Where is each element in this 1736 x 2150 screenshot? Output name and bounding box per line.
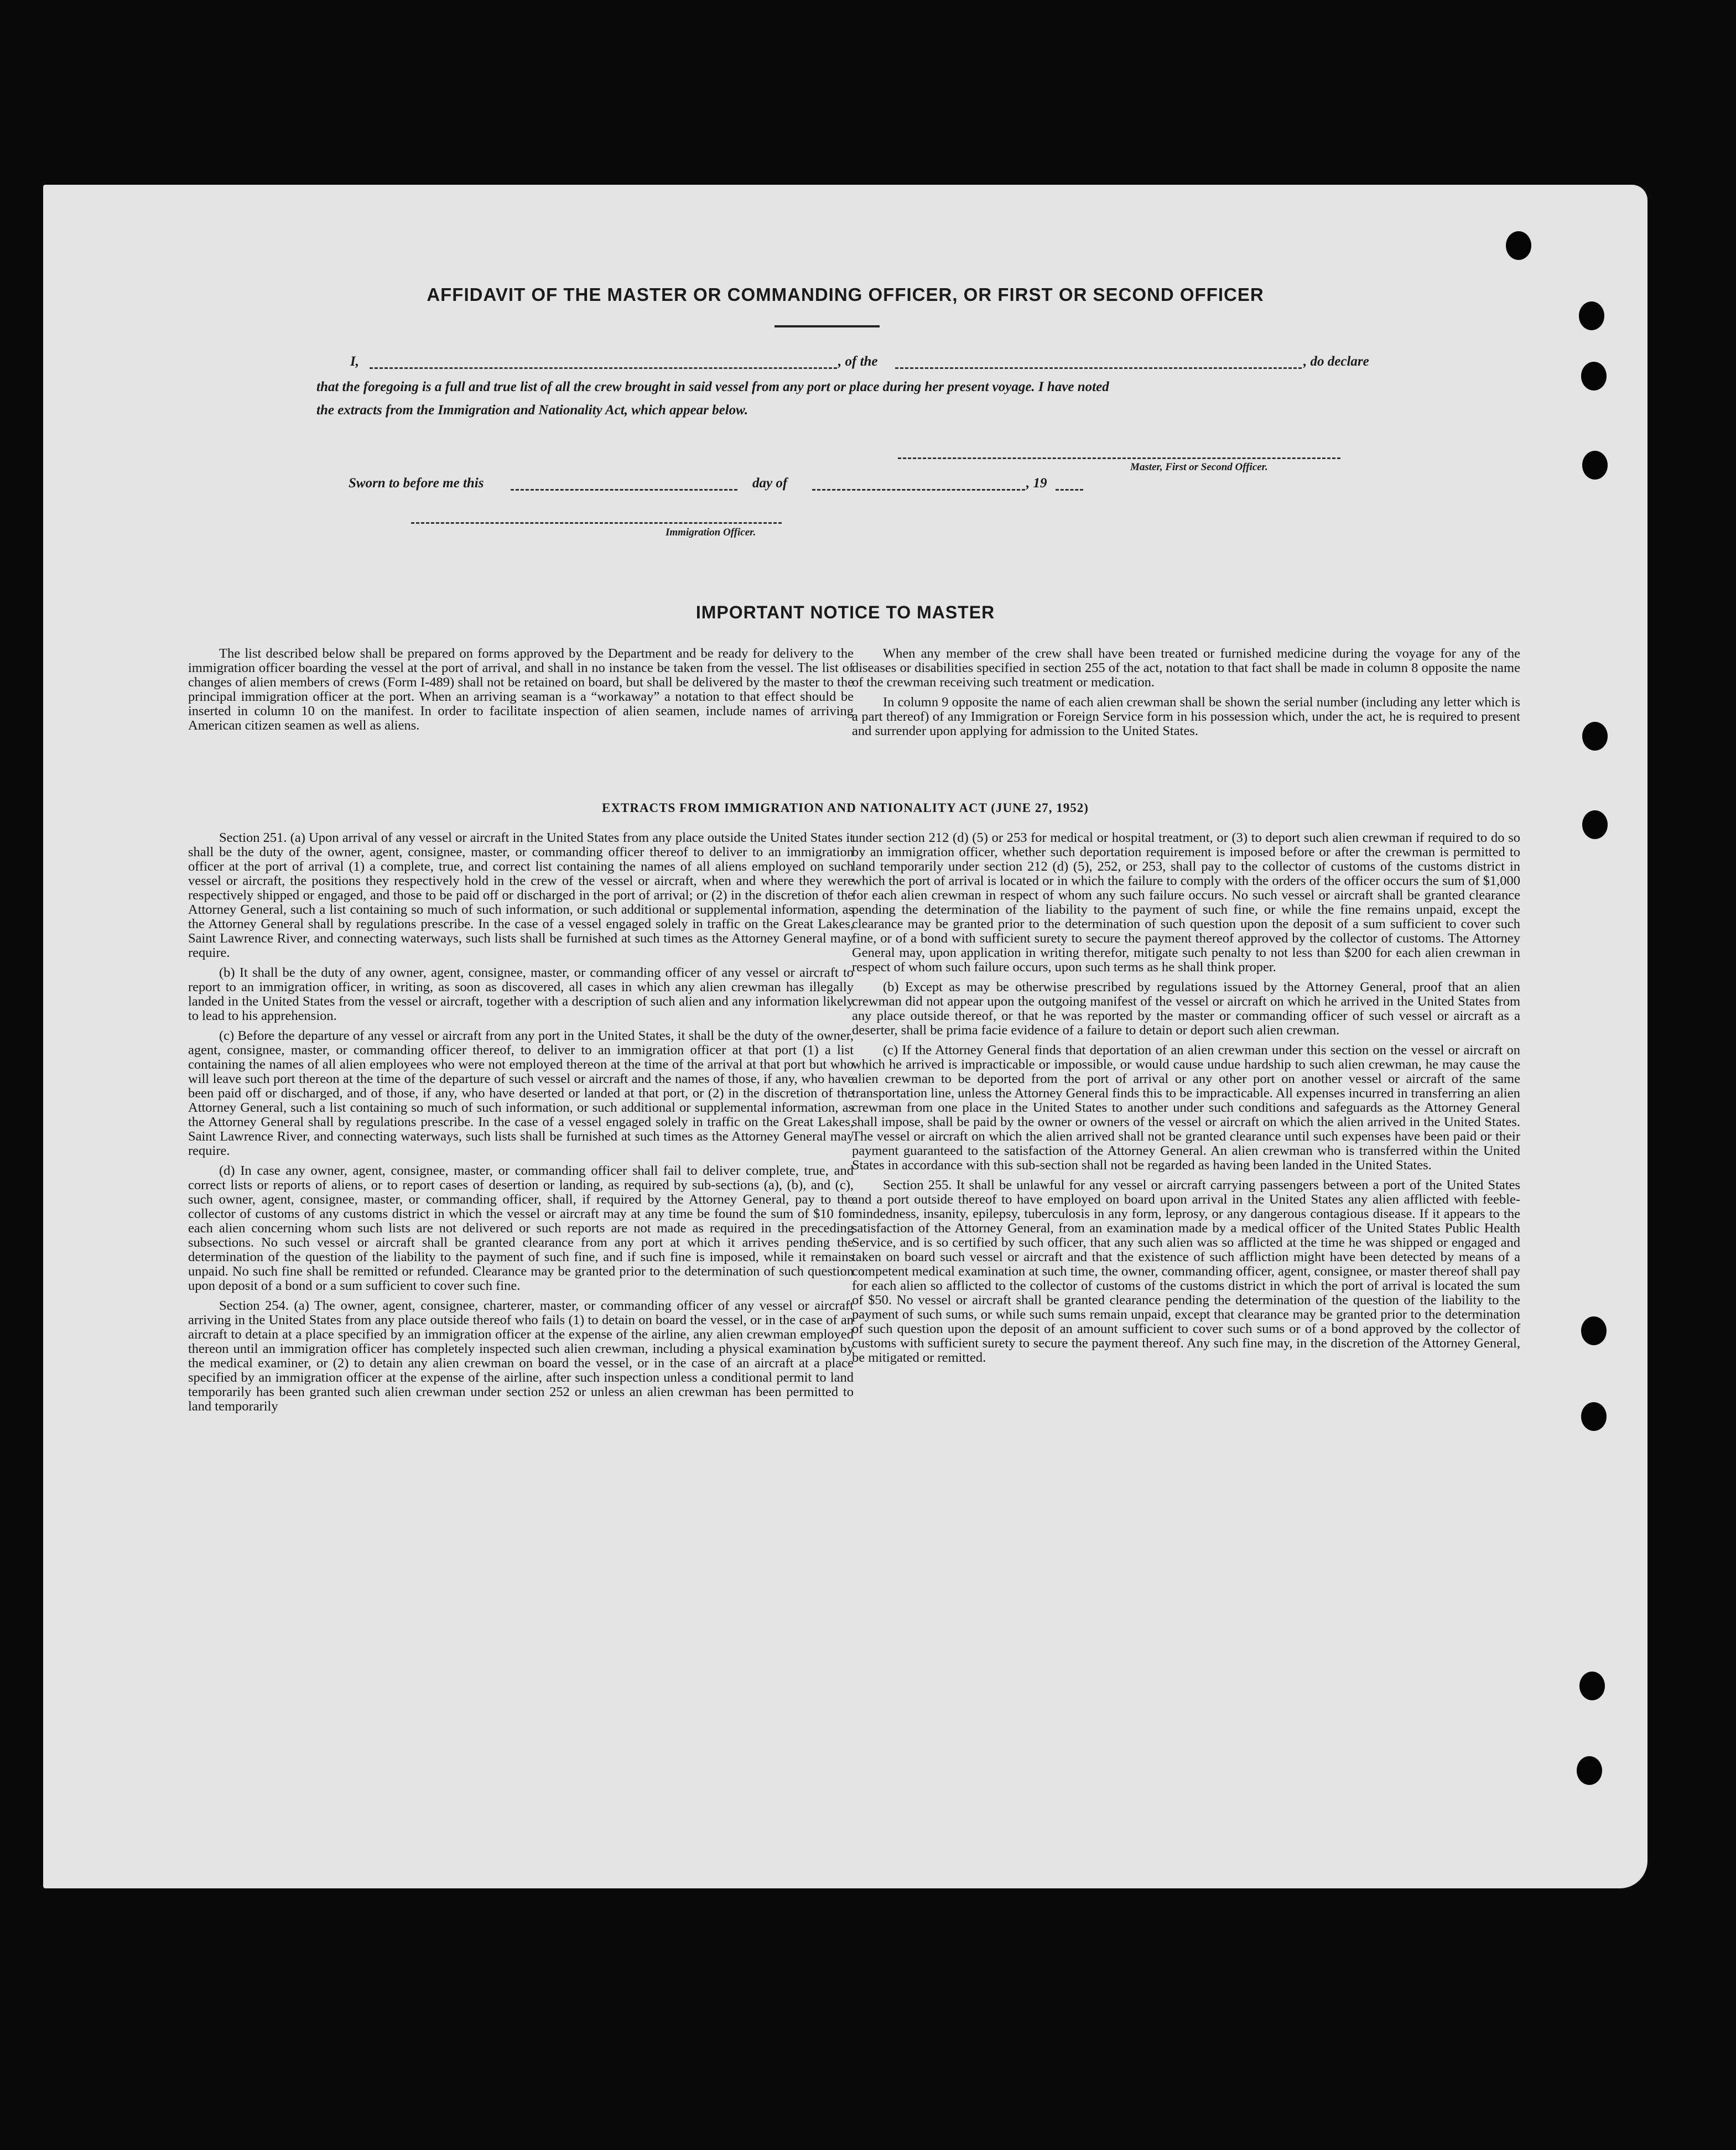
punch-hole — [1506, 231, 1531, 260]
section-254-a-continued: under section 212 (d) (5) or 253 for medical or hospital treatment, or (3) to deport such alien crewman if required to do so by an immigration officer, whether such deportation requirement is imposed before or after the crewman is permitted to land temporarily under section 212 (d) (5), 252, or 253, shall pay to the collector of customs of the customs district in which the port of arrival is located or in which the failure to comply with the orders of the officer occurs the sum of $1,000 for each alien crewman in respect of whom any such failure occurs. No such vessel or aircraft shall be granted clearance pending the determination of the liability to the payment of such fine, or while the fine remains unpaid, except the clearance may be granted prior to the determination of such question upon the deposit of a sum sufficient to cover such fine, or of a bond with sufficient surety to secure the payment thereof approved by the collector of customs. The Attorney General may, upon application in writing therefor, mitigate such penalty to not less than $200 for each alien crewman in respect of whom such failure occurs, upon such terms as he shall think proper. — [852, 830, 1520, 975]
extracts-right-column — [852, 831, 1520, 1371]
section-254-a: Section 254. (a) The owner, agent, consignee, charterer, master, or commanding officer of any vessel or aircraft arriving in the United States from any place outside thereof who fails (1) to detain on board the vessel, or in the case of an aircraft to detain at a place specified by an immigration officer at the expense of the airline, any alien crewman employed thereon until an immigration officer has completely inspected such alien crewman, including a physical examination by the medical examiner, or (2) to detain any alien crewman on board the vessel, or in the case of an aircraft at a place specified by an immigration officer at the expense of the airline, after such inspection unless a conditional permit to land temporarily has been granted such alien crewman under section 252 or unless an alien crewman has been permitted to land temporarily — [188, 1298, 854, 1414]
month-blank-line — [812, 489, 1025, 491]
master-signature-line — [898, 457, 1340, 459]
extracts-title: EXTRACTS FROM IMMIGRATION AND NATIONALITY ACT (JUNE 27, 1952) — [602, 801, 1089, 815]
notice-right-paragraph-2: In column 9 opposite the name of each alien crewman shall be shown the serial number (including any letter which is a part thereof) of any Immigration or Foreign Service form in his possession which, under the act, he is required to present and surrender upon applying for admission to the United States. — [852, 695, 1520, 738]
section-254-b: (b) Except as may be otherwise prescribed by regulations issued by the Attorney General, proof that an alien crewman did not appear upon the outgoing manifest of the vessel or aircraft on which he arrived in the United States from any place outside thereof, or that he was reported by the master or commanding officer of such vessel or aircraft as a deserter, shall be prima facie evidence of a failure to detain or deport such alien crewman. — [852, 980, 1520, 1038]
vessel-blank-line — [895, 367, 1302, 369]
section-251-d: (d) In case any owner, agent, consignee, master, or commanding officer shall fail to deliver complete, true, and correct lists or reports of aliens, or to report cases of desertion or landing, as required by sub-sections (a), (b), and (c), such owner, agent, consignee, master, or commanding officer, shall, if required by the Attorney General, pay to the collector of customs of any customs district in which the vessel or aircraft may at any time be found the sum of $10 for each alien concerning whom such lists are not delivered or such reports are not made as required in the preceding subsections. No such vessel or aircraft shall be granted clearance from any port at which it arrives pending the determination of the question of the liability to the payment of such fine, and if such fine is imposed, while it remains unpaid. No such fine shall be remitted or refunded. Clearance may be granted prior to the determination of such question upon deposit of a bond or a sum sufficient to cover such fine. — [188, 1163, 854, 1293]
punch-hole — [1577, 1756, 1602, 1785]
punch-hole — [1582, 810, 1608, 839]
punch-hole — [1581, 362, 1607, 391]
name-blank-line — [370, 367, 837, 369]
affidavit-statement-line: that the foregoing is a full and true list of all the crew brought in said vessel from any port or place during her present voyage. I have noted — [316, 379, 1109, 394]
affidavit-title: AFFIDAVIT OF THE MASTER OR COMMANDING OFFICER, OR FIRST OR SECOND OFFICER — [427, 284, 1264, 305]
day-of-label: day of — [752, 476, 788, 491]
title-underline — [775, 325, 880, 327]
affidavit-do-declare-label: , do declare — [1303, 354, 1369, 369]
notice-right-paragraph-1: When any member of the crew shall have been treated or furnished medicine during the voyage for any of the diseases or disabilities specified in section 255 of the act, notation to that fact shall be made in column 8 opposite the name of the crewman receiving such treatment or medication. — [852, 646, 1520, 690]
sworn-day-blank-line — [511, 489, 737, 491]
document-page — [43, 185, 1647, 1888]
year-prefix-label: , 19 — [1026, 476, 1047, 491]
officer-signature-line — [411, 522, 782, 524]
notice-left-column — [188, 647, 854, 738]
notice-right-column — [852, 647, 1520, 744]
punch-hole — [1579, 301, 1604, 330]
sworn-label: Sworn to before me this — [349, 476, 484, 491]
notice-title: IMPORTANT NOTICE TO MASTER — [695, 602, 995, 622]
section-251-a: Section 251. (a) Upon arrival of any vessel or aircraft in the United States from any place outside the United States it shall be the duty of the owner, agent, consignee, master, or commanding officer thereof to deliver to an immigration officer at the port of arrival (1) a complete, true, and correct list containing the names of all aliens employed on such vessel or aircraft, the positions they respectively hold in the crew of the vessel or aircraft, when and where they were respectively shipped or engaged, and those to be paid off or discharged in the port of arrival; or (2) in the discretion of the Attorney General, such a list containing so much of such information, or such additional or supplemental information, as the Attorney General shall by regulations prescribe. In the case of a vessel engaged solely in traffic on the Great Lakes, Saint Lawrence River, and connecting waterways, such lists shall be furnished at such times as the Attorney General may require. — [188, 830, 854, 960]
section-251-b: (b) It shall be the duty of any owner, agent, consignee, master, or commanding officer of any vessel or aircraft to report to an immigration officer, in writing, as soon as discovered, all cases in which any alien crewman has illegally landed in the United States from the vessel or aircraft, together with a description of such alien and any information likely to lead to his apprehension. — [188, 965, 854, 1023]
affidavit-extracts-line: the extracts from the Immigration and Nationality Act, which appear below. — [316, 403, 749, 418]
punch-hole — [1582, 451, 1608, 480]
master-caption: Master, First or Second Officer. — [1130, 461, 1268, 473]
punch-hole — [1581, 1402, 1607, 1431]
punch-hole — [1579, 1672, 1605, 1700]
affidavit-of-the-label: , of the — [838, 354, 878, 369]
officer-caption: Immigration Officer. — [666, 527, 756, 538]
affidavit-i-label: I, — [350, 354, 359, 369]
section-254-c: (c) If the Attorney General finds that deportation of an alien crewman under this section on the vessel or aircraft on which he arrived is impracticable or impossible, or would cause undue hardship to such alien crewman, he may cause the alien crewman to be deported from the port of arrival or any other port on another vessel or aircraft of the same transportation line, unless the Attorney General finds this to be impracticable. All expenses incurred in transferring an alien crewman from one place in the United States to another under such conditions and safeguards as the Attorney General shall impose, shall be paid by the owner or owners of the vessel or aircraft on which the alien arrived in the United States. The vessel or aircraft on which the alien arrived shall not be granted clearance until such expenses have been paid or their payment guaranteed to the satisfaction of the Attorney General. An alien crewman who is transferred within the United States in accordance with this sub-section shall not be regarded as having been landed in the United States. — [852, 1043, 1520, 1173]
punch-hole — [1582, 722, 1608, 751]
extracts-left-column — [188, 831, 854, 1419]
year-blank-line — [1056, 489, 1083, 491]
punch-hole — [1581, 1316, 1607, 1345]
section-255: Section 255. It shall be unlawful for any vessel or aircraft carrying passengers between a port of the United States and a port outside thereof to have employed on board upon arrival in the United States any alien afflicted with feeble-mindedness, insanity, epilepsy, tuberculosis in any form, leprosy, or any dangerous contagious disease. If it appears to the satisfaction of the Attorney General, from an examination made by a medical officer of the United States Public Health Service, and is so certified by such officer, that any such alien was so afflicted at the time he was shipped or engaged and taken on board such vessel or aircraft and that the existence of such affliction might have been detected by means of a competent medical examination at such time, the owner, commanding officer, agent, consignee, or master thereof shall pay for each alien so afflicted to the collector of customs of the customs district in which the port of arrival is located the sum of $50. No vessel or aircraft shall be granted clearance pending the determination of the question of the liability to the payment of such sums, or while such sums remain unpaid, except that clearance may be granted prior to the determination of such question upon the deposit of an amount sufficient to cover such sums or of a bond approved by the collector of customs with sufficient surety to secure the payment thereof. Any such fine may, in the discretion of the Attorney General, be mitigated or remitted. — [852, 1178, 1520, 1365]
section-251-c: (c) Before the departure of any vessel or aircraft from any port in the United States, it shall be the duty of the owner, agent, consignee, master, or commanding officer thereof, to deliver to an immigration officer at that port (1) a list containing the names of all alien employees who were not employed thereon at the time of the arrival at that port but who will leave such port thereon at the time of the departure of such vessel or aircraft and the names of those, if any, who have been paid off or discharged, and of those, if any, who have deserted or landed at that port, or (2) in the discretion of the Attorney General, such a list containing so much of such information, or such additional or supplemental information, as the Attorney General shall by regulations prescribe. In the case of a vessel engaged solely in traffic on the Great Lakes, Saint Lawrence River, and connecting waterways, such lists shall be furnished at such times as the Attorney General may require. — [188, 1028, 854, 1158]
notice-left-paragraph: The list described below shall be prepared on forms approved by the Department and be ready for delivery to the immigration officer boarding the vessel at the port of arrival, and shall in no instance be taken from the vessel. The list of changes of alien members of crews (Form I-489) shall not be retained on board, but shall be delivered by the master to the principal immigration officer at the port. When an arriving seaman is a “workaway” a notation to that effect should be inserted in column 10 on the manifest. In order to facilitate inspection of alien seamen, include names of arriving American citizen seamen as well as aliens. — [188, 646, 854, 733]
